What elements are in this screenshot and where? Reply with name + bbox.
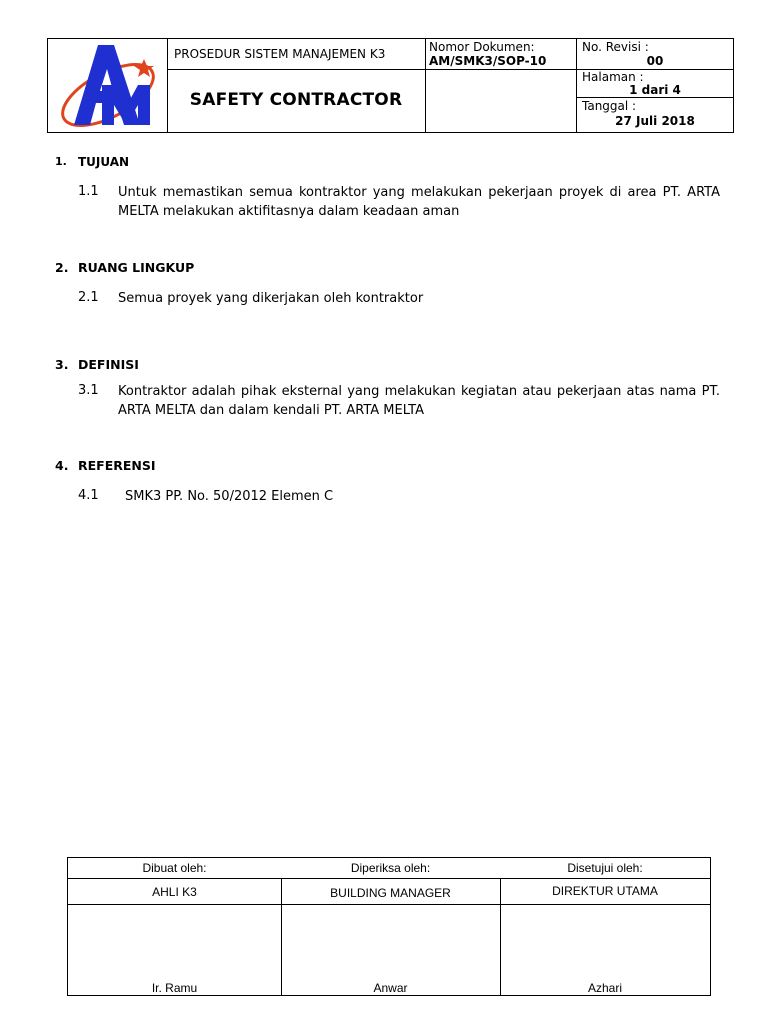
item-number: 2.1 (78, 290, 99, 305)
signature-name: Anwar (373, 981, 408, 995)
section-title: TUJUAN (78, 155, 130, 169)
header-divider (167, 69, 576, 70)
section-number: 4. (55, 458, 69, 473)
document-header (47, 38, 734, 133)
system-name: PROSEDUR SISTEM MANAJEMEN K3 (174, 47, 386, 61)
section-title: RUANG LINGKUP (78, 260, 195, 275)
date-value: 27 Juli 2018 (615, 114, 695, 128)
page-value: 1 dari 4 (629, 83, 681, 97)
doc-number-value: AM/SMK3/SOP-10 (429, 54, 547, 68)
header-divider (167, 39, 168, 132)
company-logo (54, 41, 162, 131)
item-number: 1.1 (78, 184, 99, 199)
item-text: Semua proyek yang dikerjakan oleh kontraktor (118, 291, 424, 306)
signature-header: Disetujui oleh: (567, 861, 643, 875)
section-title: REFERENSI (78, 458, 156, 473)
signature-name: Ir. Ramu (151, 981, 198, 995)
item-number: 4.1 (78, 488, 99, 503)
header-divider (425, 39, 426, 132)
revision-value: 00 (646, 54, 664, 68)
page-label: Halaman : (582, 70, 644, 84)
item-text: Untuk memastikan semua kontraktor yang melakukan pekerjaan proyek di area PT. ARTA MELTA melakukan aktifitasnya dalam keadaan aman (118, 185, 720, 219)
signature-divider (68, 878, 710, 879)
signature-header: Diperiksa oleh: (350, 861, 431, 875)
item-text: Kontraktor adalah pihak eksternal yang melakukan kegiatan atau pekerjaan atas nama PT. ARTA MELTA dan dalam kendali PT. ARTA MELTA (118, 384, 720, 418)
signature-table (67, 857, 711, 996)
section-number: 3. (55, 357, 69, 372)
item-text: SMK3 PP. No. 50/2012 Elemen C (125, 489, 334, 504)
section-number: 1. (55, 155, 67, 168)
signature-role: DIREKTUR UTAMA (552, 884, 658, 898)
section-number: 2. (55, 260, 69, 275)
document-title: SAFETY CONTRACTOR (189, 90, 403, 110)
item-number: 3.1 (78, 383, 99, 398)
signature-name: Azhari (587, 981, 622, 995)
section-title: DEFINISI (78, 357, 139, 372)
header-divider (576, 97, 734, 98)
doc-number-label: Nomor Dokumen: (429, 40, 535, 54)
signature-role: BUILDING MANAGER (330, 886, 451, 900)
signature-divider (68, 904, 710, 905)
date-label: Tanggal : (582, 99, 637, 113)
revision-label: No. Revisi : (582, 40, 649, 54)
signature-role: AHLI K3 (152, 885, 197, 899)
signature-header: Dibuat oleh: (142, 861, 207, 875)
